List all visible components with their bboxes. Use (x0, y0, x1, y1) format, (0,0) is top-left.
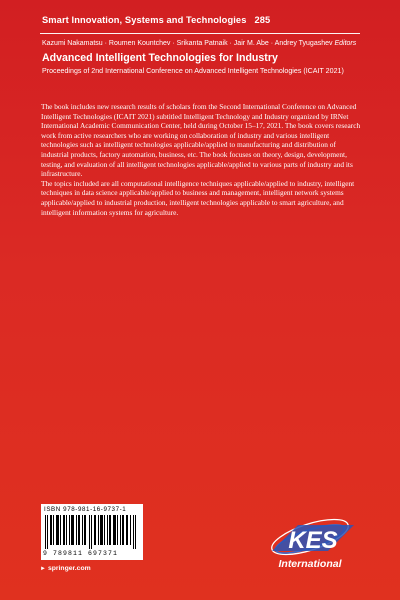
isbn-label: ISBN 978-981-16-9737-1 (44, 506, 127, 513)
isbn-barcode-box (41, 504, 143, 560)
barcode-digits: 9 789811 697371 (43, 550, 119, 557)
series-name: Smart Innovation, Systems and Technologies (42, 15, 247, 25)
header-rule (40, 33, 360, 34)
description-paragraph: The topics included are all computational intelligence techniques applicable/applied to industry, intelligent techniques in data science applicable/applied to business and management, intelligent network systems applicable/applied to industrial production, intelligent technologies applicable to smart agriculture, and intelligent information systems for agriculture. (41, 178, 355, 217)
series-volume: 285 (254, 15, 271, 25)
arrow-right-icon: ► (40, 566, 46, 572)
kes-wordmark: KES (288, 527, 338, 554)
editors-line (42, 40, 356, 47)
book-description (41, 102, 361, 217)
publisher-link[interactable] (40, 565, 91, 572)
barcode-icon (44, 515, 140, 549)
kes-caption: International (278, 558, 342, 570)
description-paragraph: The book includes new research results of scholars from the Second International Conference on Advanced Intelligent Technologies (ICAIT 2021) subtitled Intelligent Technology and Industry organized by IRNet International Academic Communication Center, held during October 15–17, 2021. The book covers research work from active researchers who are working on collaboration of industry and various intelligent technologies such as intelligent technologies applicable/applied to manufacturing and distribution of industrial products, factory automation, business, etc. The book focuses on theory, design, development, testing, and evaluation of all intelligent technologies applicable/applied to various parts of industry and its infrastructure. (41, 102, 361, 179)
book-subtitle: Proceedings of 2nd International Conference on Advanced Intelligent Technologies (ICAIT 2021) (42, 67, 344, 75)
editors-label: Editors (334, 40, 357, 47)
book-title: Advanced Intelligent Technologies for Industry (42, 52, 278, 64)
editor-names: Kazumi Nakamatsu · Roumen Kountchev · Srikanta Patnaik · Jair M. Abe · Andrey Tyugashev (42, 40, 333, 47)
series-title (42, 15, 270, 25)
publisher-url: springer.com (47, 565, 91, 572)
